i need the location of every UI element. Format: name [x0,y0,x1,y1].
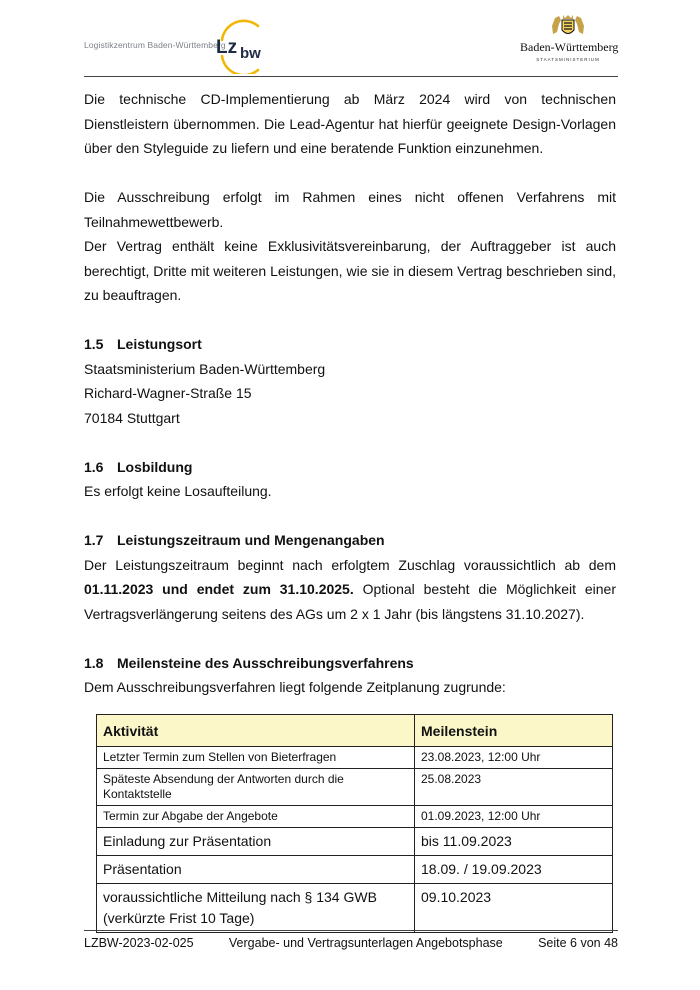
section-heading-1-7: 1.7 Leistungszeitraum und Mengenangaben [84,532,385,548]
table-row [97,747,613,769]
table-row [97,828,613,856]
contract-dates: 01.11.2023 und endet zum 31.10.2025. [84,581,354,597]
svg-text:Lz: Lz [216,37,238,58]
milestone-cell: 01.09.2023, 12:00 Uhr [415,806,613,828]
section-heading-1-8: 1.8 Meilensteine des Ausschreibungsverfahrens [84,654,414,671]
milestone-cell: 09.10.2023 [415,884,613,933]
baden-wuerttemberg-logo [520,14,619,70]
milestone-cell: 25.08.2023 [415,769,613,806]
document-reference: LZBW-2023-02-025 [84,936,194,950]
column-header-activity: Aktivität [97,715,415,747]
logistikzentrum-logo-text: Logistikzentrum Baden-Württemberg [84,40,226,50]
milestones-intro: Dem Ausschreibungsverfahren liegt folgende Zeitplanung zugrunde: [84,679,506,695]
activity-cell: Späteste Absendung der Antworten durch die Kontaktstelle [97,769,415,806]
address-line: 70184 Stuttgart [84,409,180,426]
table-row [97,884,613,933]
intro-paragraph-1: Die technische CD-Implementierung ab März 2024 wird von technischen Dienstleistern übernommen. Die Lead-Agentur hat hierfür geeignete Design-Vorlagen über den Styleguide zu liefern und eine beratende Funktion einzunehmen. [84,91,616,156]
document-title: Vergabe- und Vertragsunterlagen Angebotsphase [228,936,503,950]
table-row [97,806,613,828]
column-header-milestone: Meilenstein [415,715,613,747]
header-divider [84,76,618,77]
document-body [84,87,616,700]
address-line: Richard-Wagner-Straße 15 [84,385,252,401]
section-heading-1-5: 1.5 Leistungsort [84,336,202,352]
leistungszeitraum-paragraph: Der Leistungszeitraum beginnt nach erfolgtem Zuschlag voraussichtlich ab dem 01.11.2023 und endet zum 31.10.2025. Optional besteht die Möglichkeit einer Vertragsverlängerung seitens des AGs um 2 x 1 Jahr (bis längstens 31.10.2027). [84,556,616,622]
table-row [97,769,613,806]
page-header [0,0,700,78]
address-line: Staatsministerium Baden-Württemberg [84,360,326,377]
activity-cell: Termin zur Abgabe der Angebote [97,806,415,828]
section-heading-1-6: 1.6 Losbildung [84,458,193,475]
table-row [97,856,613,884]
coat-of-arms-icon [549,14,587,38]
milestone-cell: 23.08.2023, 12:00 Uhr [415,747,613,769]
page-footer [84,936,618,950]
svg-text:bw: bw [240,45,261,62]
milestones-table [96,714,613,933]
table-header-row [97,715,613,747]
activity-cell: Einladung zur Präsentation [97,828,415,856]
losbildung-text: Es erfolgt keine Losaufteilung. [84,483,272,499]
milestone-cell: bis 11.09.2023 [415,828,613,856]
activity-cell: Präsentation [97,856,415,884]
lzbw-logo [212,18,274,74]
footer-divider [84,930,618,931]
page-number: Seite 6 von 48 [538,936,618,950]
intro-paragraph-2: Die Ausschreibung erfolgt im Rahmen eines nicht offenen Verfahrens mit Teilnahmewettbewerb. [84,189,616,230]
activity-cell: Letzter Termin zum Stellen von Bieterfragen [97,747,415,769]
intro-paragraph-3: Der Vertrag enthält keine Exklusivitätsvereinbarung, der Auftraggeber ist auch berechtigt, Dritte mit weiteren Leistungen, wie sie in diesem Vertrag beschrieben sind, zu beauftragen. [84,238,616,303]
activity-cell: voraussichtliche Mitteilung nach § 134 GWB (verkürzte Frist 10 Tage) [97,884,415,933]
staatsministerium-logo-text: STAATSMINISTERIUM [536,57,600,62]
milestone-cell: 18.09. / 19.09.2023 [415,856,613,884]
baden-wuerttemberg-logo-text: Baden-Württemberg [520,40,619,54]
